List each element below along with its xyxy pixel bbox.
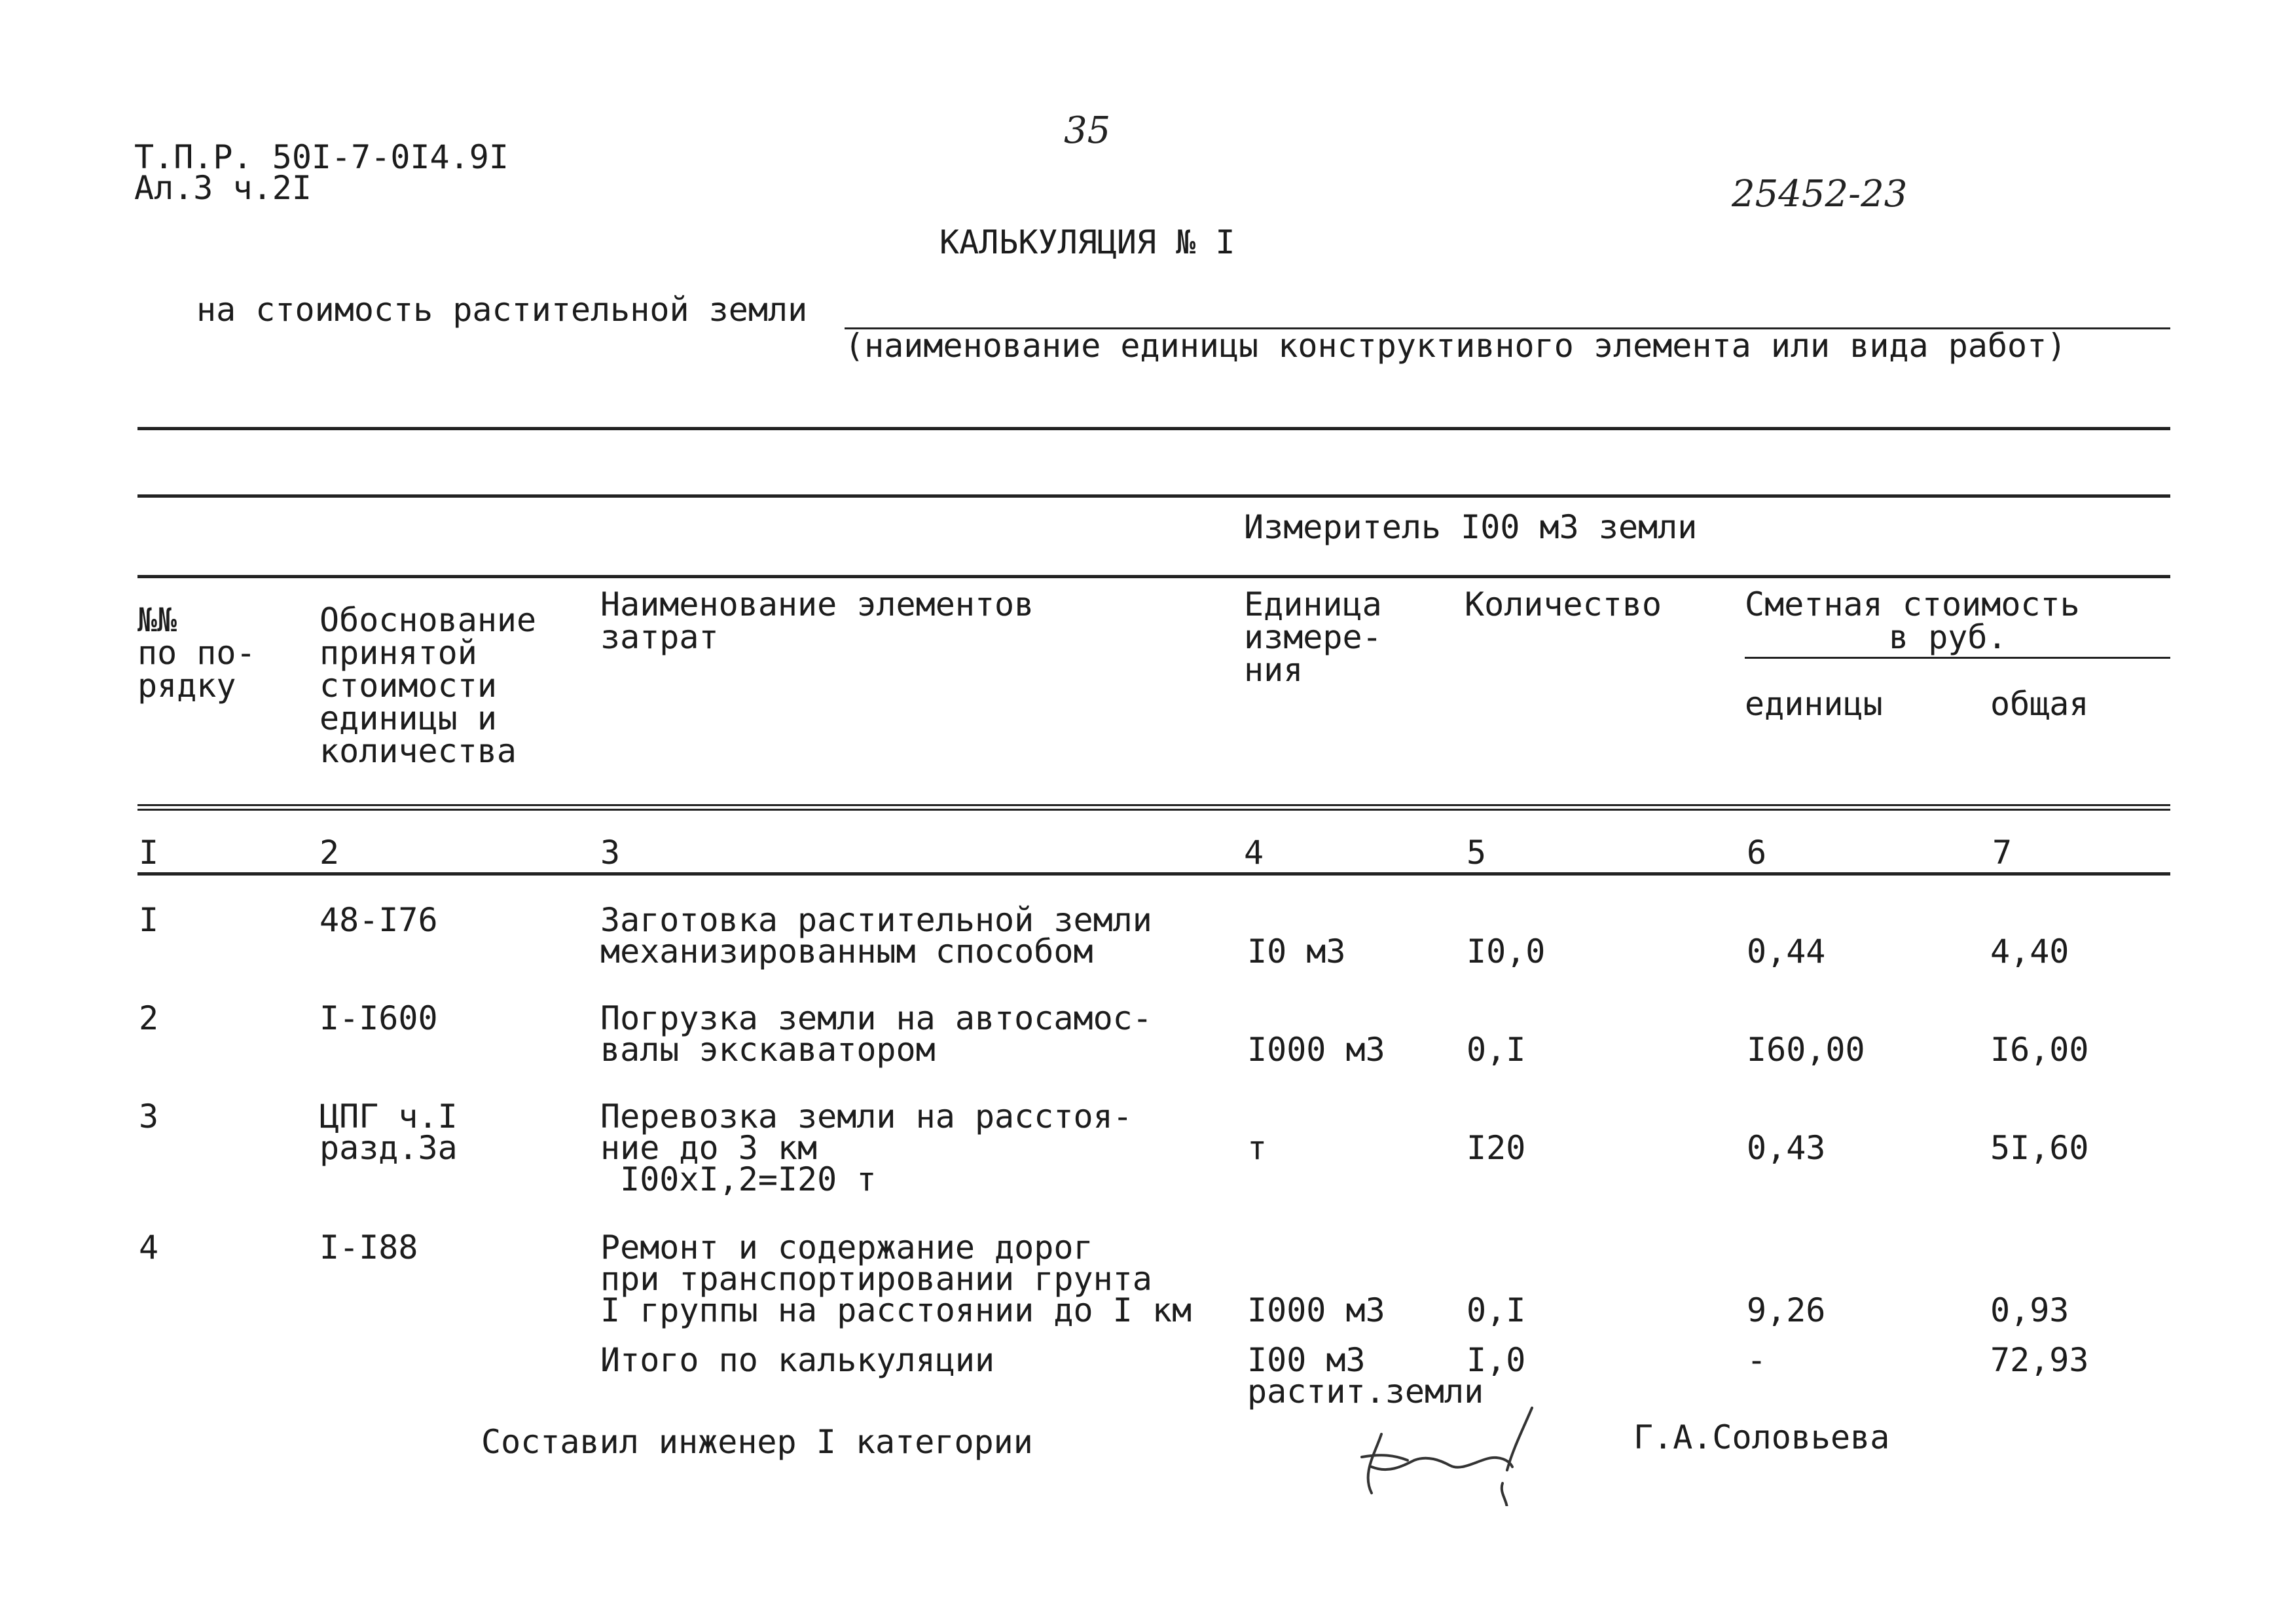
header-col-6: единицы — [1745, 685, 1883, 723]
header-col-1: №№ по по- рядку — [137, 601, 256, 705]
column-number: 4 — [1244, 834, 1264, 872]
row-unit: I000 м3 — [1247, 1291, 1385, 1329]
album-reference: Ал.3 ч.2I — [134, 169, 312, 207]
row-name: Погрузка земли на автосамос- — [600, 999, 1152, 1037]
row-basis: I-I600 — [319, 999, 438, 1037]
inventory-number: 25452-23 — [1732, 173, 1908, 215]
row-unit: I000 м3 — [1247, 1031, 1385, 1069]
row-qty: 0,I — [1467, 1031, 1526, 1069]
total-unit: растит.земли — [1247, 1373, 1484, 1411]
header-col-4: Единица измере- ния — [1244, 585, 1382, 689]
row-number: I — [139, 901, 159, 939]
total-qty: I,0 — [1467, 1341, 1526, 1379]
header-col-7: общая — [1990, 685, 2089, 723]
column-number: 3 — [600, 834, 621, 872]
row-name: I00хI,2=I20 т — [600, 1160, 877, 1198]
calculation-title: КАЛЬКУЛЯЦИЯ № I — [939, 223, 1235, 261]
row-name: Заготовка растительной земли — [600, 901, 1152, 939]
header-cost-group: Сметная стоимость — [1745, 585, 2080, 623]
total-label: Итого по калькуляции — [600, 1341, 995, 1379]
row-name: ние до 3 км — [600, 1129, 818, 1167]
row-unit-cost: 0,43 — [1747, 1129, 1826, 1167]
row-name: Ремонт и содержание дорог — [600, 1228, 1093, 1266]
row-unit: т — [1247, 1129, 1267, 1167]
row-name: механизированным способом — [600, 932, 1093, 970]
column-number: 2 — [319, 834, 340, 872]
row-total: 4,40 — [1990, 932, 2069, 970]
column-number: 7 — [1992, 834, 2013, 872]
header-col-5: Количество — [1465, 585, 1662, 623]
row-number: 4 — [139, 1228, 159, 1266]
row-name: I группы на расстоянии до I км — [600, 1291, 1192, 1329]
row-basis: 48-I76 — [319, 901, 438, 939]
document-code: Т.П.Р. 50I-7-0I4.9I — [134, 138, 509, 176]
header-bottom-rule — [137, 804, 2170, 811]
row-unit: I0 м3 — [1247, 932, 1346, 970]
row-total: 5I,60 — [1990, 1129, 2089, 1167]
total-sum: 72,93 — [1990, 1341, 2089, 1379]
column-number: 5 — [1467, 834, 1487, 872]
column-number: 6 — [1747, 834, 1767, 872]
numbering-bottom-rule — [137, 872, 2170, 876]
subject-caption: (наименование единицы конструктивного элемента или вида работ) — [845, 327, 2067, 365]
row-qty: I20 — [1467, 1129, 1526, 1167]
row-basis: ЦПГ ч.I — [319, 1098, 458, 1135]
page-number: 35 — [1064, 109, 1111, 152]
row-name: валы экскаватором — [600, 1031, 936, 1069]
signature-image — [1336, 1395, 1558, 1506]
table-top-rule — [137, 494, 2170, 498]
meter-label: Измеритель I00 м3 земли — [1244, 508, 1698, 546]
column-number: I — [139, 834, 159, 872]
row-qty: I0,0 — [1467, 932, 1546, 970]
row-basis: разд.3а — [319, 1129, 458, 1167]
row-basis: I-I88 — [319, 1228, 418, 1266]
blank-line-rule — [137, 427, 2170, 430]
header-top-rule — [137, 575, 2170, 578]
row-total: 0,93 — [1990, 1291, 2069, 1329]
compiled-by: Составил инженер I категории — [481, 1423, 1033, 1461]
row-name: Перевозка земли на расстоя- — [600, 1098, 1133, 1135]
row-name: при транспортировании грунта — [600, 1260, 1152, 1298]
row-qty: 0,I — [1467, 1291, 1526, 1329]
header-cost-currency: в руб. — [1889, 618, 2007, 656]
header-col-2: Обоснование принятой стоимости единицы и количества — [319, 601, 537, 770]
row-number: 2 — [139, 999, 159, 1037]
total-unit-cost: - — [1747, 1341, 1767, 1379]
header-col-3: Наименование элементов затрат — [600, 585, 1034, 656]
author-name: Г.А.Соловьева — [1633, 1418, 1890, 1456]
row-unit-cost: 0,44 — [1747, 932, 1826, 970]
total-unit: I00 м3 — [1247, 1341, 1366, 1379]
row-unit-cost: I60,00 — [1747, 1031, 1865, 1069]
row-number: 3 — [139, 1098, 159, 1135]
row-total: I6,00 — [1990, 1031, 2089, 1069]
row-unit-cost: 9,26 — [1747, 1291, 1826, 1329]
cost-group-rule — [1745, 657, 2170, 659]
subject-prefix: на стоимость растительной земли — [196, 291, 808, 329]
